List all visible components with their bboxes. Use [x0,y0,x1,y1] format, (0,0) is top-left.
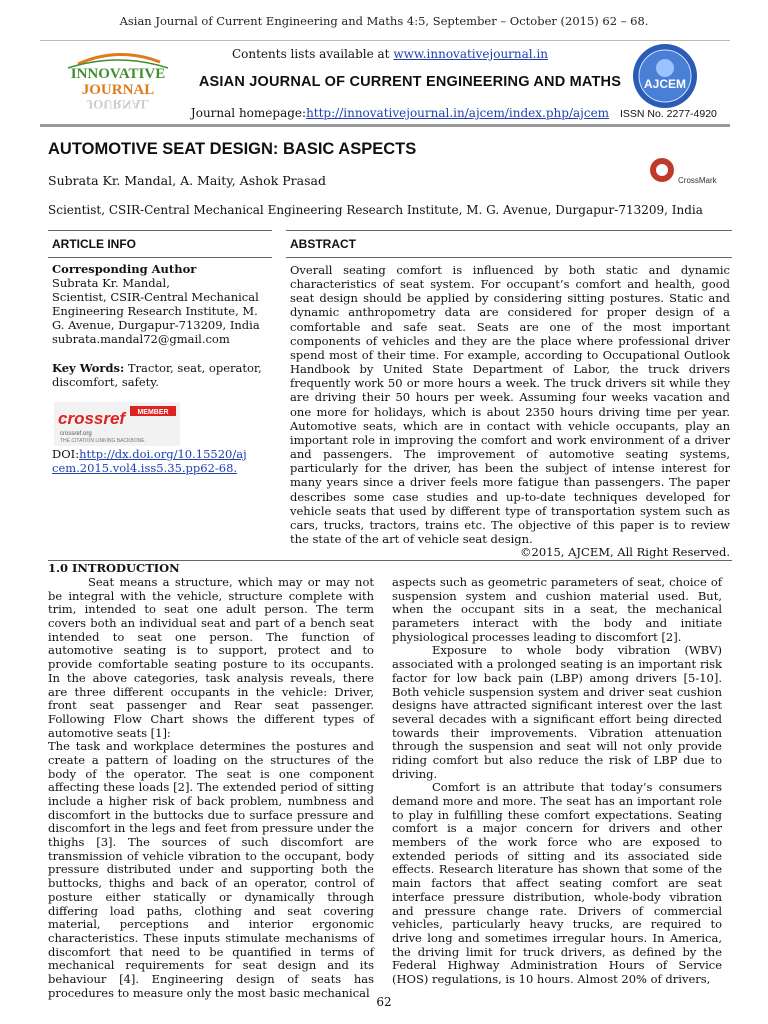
corr-line: G. Avenue, Durgapur-713209, India [52,318,260,332]
homepage-prefix: Journal homepage: [190,106,307,120]
crossmark-button[interactable] [648,156,726,186]
affiliation: Scientist, CSIR-Central Mechanical Engineering Research Institute, M. G. Avenue, Durgapur-713209, India [48,203,703,217]
crossref-wordmark: crossref [58,409,126,428]
keywords-text: Tractor, seat, operator, discomfort, safety. [52,361,262,389]
abstract-rule-top [286,230,732,231]
innovative-journal-logo [48,46,188,116]
doi-prefix: DOI: [52,447,80,461]
crossref-tagline: THE CITATION LINKING BACKBONE [60,438,145,444]
intro-left-column [48,576,374,1000]
intro-paragraph: Comfort is an attribute that today’s consumers demand more and more. The seat has an important role to play in fulfilling these comfort expectations. Seating comfort is a major concern for drivers and other members of the work force who are exposed to extended periods of sitting and its associated side effects. Research literature has shown that some of the main factors that affect seating comfort are seat interface pressure distribution, whole-body vibration and pressure change rate. Drivers of commercial vehicles, particularly heavy trucks, are required to drive long and sometimes irregular hours. In America, the driving limit for truck drivers, as defined by the Federal Highway Administration Hours of Service (HOS) regulations, is 10 hours. Almost 20% of drivers, [392,780,722,986]
doi-link-continued[interactable]: cem.2015.vol4.iss5.35.pp62-68. [52,461,238,475]
doi-block [52,447,272,475]
abstract-rule-bottom [286,257,732,258]
copyright: ©2015, AJCEM, All Right Reserved. [520,545,730,559]
corresponding-author-block [52,262,272,346]
top-rule [40,40,730,41]
logo-text-journal: JOURNAL [81,82,155,98]
corr-line: Subrata Kr. Mandal, [52,276,170,290]
doi-link[interactable]: http://dx.doi.org/10.15520/aj [79,447,247,461]
intro-heading: 1.0 INTRODUCTION [48,561,180,575]
article-info-rule-bottom [48,257,272,258]
author-list: Subrata Kr. Mandal, A. Maity, Ashok Prasad [48,173,326,188]
corr-line: Engineering Research Institute, M. [52,304,258,318]
corr-line: Scientist, CSIR-Central Mechanical [52,290,259,304]
ajcem-logo [628,42,702,114]
header-band [40,124,730,127]
intro-paragraph: Seat means a structure, which may or may not be integral with the vehicle, structure complete with trim, intended to seat one adult person. The term covers both an individual seat and part of a bench seat intended to seat one person. The function of automotive seating is to support, protect and to provide comfortable seating posture to its occupants. In the above categories, task analysis reveals, there are three different occupants in the vehicle: Driver, front seat passenger and Rear seat passenger. Following Flow Chart shows the different types of automotive seats [1]: [48,575,374,740]
article-title: AUTOMOTIVE SEAT DESIGN: BASIC ASPECTS [48,140,417,158]
running-head: Asian Journal of Current Engineering and Maths 4:5, September – October (2015) 62 – 68. [119,14,649,28]
logo-text-innovative: INNOVATIVE [70,66,166,82]
intro-right-column [392,576,722,987]
crossref-member-badge: MEMBER [137,409,169,416]
intro-paragraph: Exposure to whole body vibration (WBV) associated with a prolonged seating is an important risk factor for low back pain (LBP) among drivers [5-10]. Both vehicle suspension system and driver seat cushion designs have attracted significant interest over the last several decades with a significant effort being directed towards their improvements. Vibration attenuation through the suspension and seat will not only provide riding comfort but also reduce the risk of LBP due to driving. [392,643,722,781]
journal-title: ASIAN JOURNAL OF CURRENT ENGINEERING AND MATHS [198,74,622,90]
logo-reflection: JOURNAL [86,97,150,112]
crossmark-label: CrossMark [678,176,717,185]
contents-line [190,47,590,61]
abstract-text: Overall seating comfort is influenced by both static and dynamic characteristics of seat system. For occupant’s comfort and health, good seat design should be applied by considering sitting postures. Static and dynamic anthropometry data are considered for proper design of a comfortable and safe seat. Seats are one of the most important components of vehicles and they are the place where professional driver spend most of their time. For example, according to Occupational Outlook Handbook by United State Department of Labor, the truck drivers frequently work 50 or more hours a week. The truck drivers sit while they are driving their 50 hours per week. Assuming four weeks vacation and one more for holidays, which is about 2350 hours driving time per year. Automotive seats, which are in contact with vehicle occupants, play an important role in improving the comfort and work environment of a driver and passengers. The improvement of automotive seating systems, particularly for the driver, has been the subject of intense interest for many years since a driver feels more fatigue than passengers. The paper describes some case studies and up-to-date techniques developed for vehicle seats that used by different type of transportation system such as cars, trucks, tractors, trains etc. The objective of this paper is to review the state of the art of vehicle seat design. [290,263,730,546]
keywords-label: Key Words: [52,361,125,375]
abstract-heading: ABSTRACT [290,237,356,251]
article-info-heading: ARTICLE INFO [52,237,136,251]
article-info-rule-top [48,230,272,231]
page-number: 62 [376,995,392,1009]
intro-paragraph: aspects such as geometric parameters of seat, choice of suspension system and cushion material used. But, when the occupant sits in a seat, the mechanical parameters interact with the body and initiate physiological processes leading to discomfort [2]. [392,575,722,644]
contents-prefix: Contents lists available at [231,47,394,61]
homepage-link[interactable]: http://innovativejournal.in/ajcem/index.php/ajcem [306,106,610,120]
crossref-member-logo [54,402,180,446]
corresponding-author-label: Corresponding Author [52,262,197,276]
ajcem-badge-text: AJCEM [643,77,687,91]
corr-email: subrata.mandal72@gmail.com [52,332,230,346]
intro-paragraph: The task and workplace determines the postures and create a pattern of loading on the structures of the body of the operator. The seat is one component affecting these loads [2]. The extended period of sitting include a higher risk of back problem, numbness and discomfort in the buttocks due to surface pressure and discomfort in the legs and feet from pressure under the thighs [3]. The sources of such discomfort are transmission of vehicle vibration to the occupant, body pressure distributed under and supporting both the buttocks, thighs and back of an operator, control of posture either statically or dynamically through differing load paths, clothing and seat covering material, perceptions and interior ergonomic characteristics. These inputs stimulate mechanisms of discomfort that need to be quantified in terms of mechanical requirements for seat design and its behaviour [4]. Engineering design of seats has procedures to measure only the most basic mechanical [48,739,374,1000]
journal-site-link[interactable]: www.innovativejournal.in [393,47,549,61]
homepage-line [190,106,610,120]
crossmark-icon [648,156,726,186]
crossref-url: crossref.org [60,431,92,437]
keywords-block [52,361,272,389]
issn: ISSN No. 2277-4920 [620,108,717,120]
